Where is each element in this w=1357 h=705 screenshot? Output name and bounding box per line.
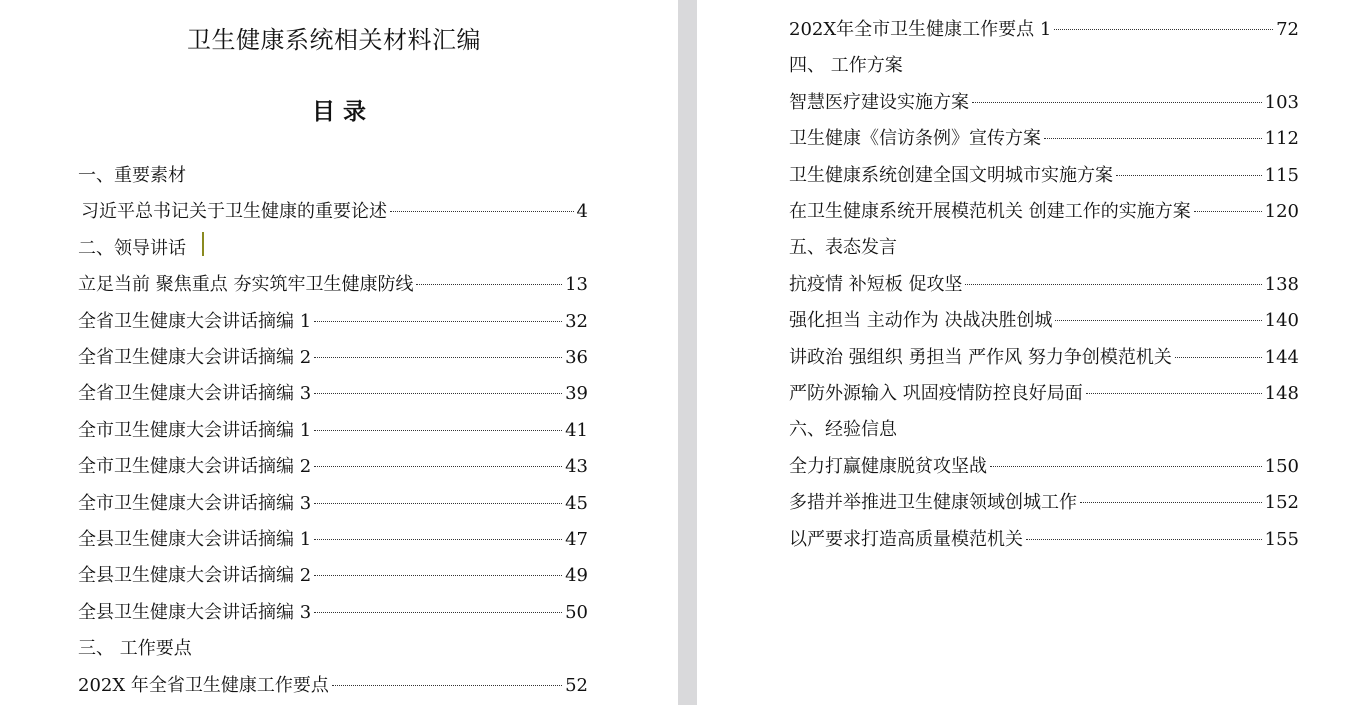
- toc-entry-page: 49: [565, 565, 588, 587]
- toc-leader-dots: [314, 430, 562, 431]
- toc-entry: [789, 309, 1299, 333]
- toc-entry-title: 习近平总书记关于卫生健康的重要论述: [81, 201, 387, 223]
- toc-entry-title: 卫生健康系统创建全国文明城市实施方案: [789, 164, 1113, 186]
- toc-entry-page: 140: [1264, 310, 1299, 332]
- toc-leader-dots: [1054, 29, 1273, 30]
- toc-section-heading: 一、重要素材: [78, 165, 186, 186]
- toc-entry-title: 强化担当 主动作为 决战决胜创城: [789, 310, 1053, 332]
- toc-leader-dots: [1086, 393, 1262, 394]
- toc-entry-page: 155: [1264, 528, 1299, 550]
- toc-entry-page: 148: [1264, 383, 1299, 404]
- toc-section-heading: 二、领导讲话: [78, 237, 186, 259]
- toc-entry-page: 72: [1276, 19, 1299, 40]
- toc-leader-dots: [314, 321, 562, 322]
- toc-entry-page: 112: [1264, 128, 1299, 150]
- toc-entry-page: 4: [576, 201, 588, 223]
- toc-section-heading: 四、 工作方案: [789, 55, 903, 77]
- document-title: 卫生健康系统相关材料汇编: [187, 26, 481, 54]
- toc-entry: [78, 273, 588, 297]
- toc-leader-dots: [1175, 357, 1262, 358]
- toc-entry: [78, 310, 588, 334]
- toc-entry: [78, 419, 588, 443]
- toc-entry-page: 52: [565, 674, 588, 696]
- toc-entry-title: 多措并举推进卫生健康领域创城工作: [789, 492, 1077, 514]
- left-page: [0, 0, 678, 705]
- toc-leader-dots: [1080, 502, 1262, 503]
- toc-entry: [789, 346, 1299, 370]
- toc-entry: [78, 492, 588, 516]
- toc-entry: [789, 273, 1299, 297]
- toc-entry-page: 150: [1264, 455, 1299, 477]
- toc-entry-title: 抗疫情 补短板 促攻坚: [789, 273, 963, 295]
- toc-leader-dots: [1055, 320, 1261, 321]
- toc-entry-title: 全力打赢健康脱贫攻坚战: [789, 455, 987, 477]
- text-cursor: [202, 232, 204, 256]
- toc-title: 目 录: [311, 99, 366, 125]
- toc-leader-dots: [332, 685, 562, 686]
- toc-entry: [78, 601, 588, 625]
- toc-entry-title: 全市卫生健康大会讲话摘编 3: [78, 492, 312, 514]
- toc-entry-page: 144: [1264, 346, 1299, 368]
- toc-leader-dots: [1026, 539, 1262, 540]
- toc-entry-title: 卫生健康《信访条例》宣传方案: [789, 128, 1041, 150]
- toc-entry: [81, 200, 588, 224]
- toc-leader-dots: [314, 612, 562, 613]
- toc-entry: [78, 564, 588, 588]
- toc-entry: [789, 91, 1299, 115]
- toc-entry-title: 202X 年全省卫生健康工作要点: [78, 674, 329, 696]
- toc-leader-dots: [314, 575, 562, 576]
- toc-entry: [78, 455, 588, 479]
- toc-entry: [789, 455, 1299, 479]
- toc-leader-dots: [965, 284, 1261, 285]
- toc-leader-dots: [972, 102, 1262, 103]
- toc-entry-title: 全市卫生健康大会讲话摘编 2: [78, 456, 312, 478]
- toc-entry-title: 全县卫生健康大会讲话摘编 2: [78, 565, 312, 587]
- toc-entry: [789, 491, 1299, 515]
- toc-entry-title: 立足当前 聚焦重点 夯实筑牢卫生健康防线: [78, 274, 414, 296]
- toc-entry-page: 39: [565, 383, 588, 405]
- toc-entry: [789, 18, 1299, 42]
- toc-leader-dots: [990, 466, 1262, 467]
- toc-section-heading: 五、表态发言: [789, 237, 897, 259]
- toc-section-heading: 三、 工作要点: [78, 638, 192, 660]
- toc-leader-dots: [314, 539, 562, 540]
- toc-entry: [78, 674, 588, 698]
- toc-entry-page: 41: [565, 419, 588, 441]
- toc-entry-page: 115: [1264, 164, 1299, 186]
- toc-leader-dots: [314, 466, 562, 467]
- toc-entry-page: 32: [565, 310, 588, 332]
- toc-entry-title: 在卫生健康系统开展模范机关 创建工作的实施方案: [789, 201, 1191, 222]
- toc-entry-title: 智慧医疗建设实施方案: [789, 91, 969, 113]
- toc-entry-page: 103: [1264, 91, 1299, 113]
- toc-entry-page: 50: [565, 601, 588, 623]
- toc-leader-dots: [314, 393, 562, 394]
- toc-entry: [78, 528, 588, 552]
- toc-leader-dots: [1194, 211, 1262, 212]
- toc-entry-page: 36: [565, 347, 588, 368]
- toc-entry-title: 全县卫生健康大会讲话摘编 1: [78, 529, 312, 550]
- toc-leader-dots: [1044, 138, 1262, 139]
- toc-entry-title: 讲政治 强组织 勇担当 严作风 努力争创模范机关: [789, 346, 1172, 368]
- toc-entry-page: 45: [565, 492, 588, 514]
- toc-entry-page: 152: [1264, 492, 1299, 514]
- toc-entry-title: 以严要求打造高质量模范机关: [789, 528, 1023, 550]
- toc-section-heading: 六、经验信息: [789, 419, 897, 441]
- right-page: [697, 0, 1357, 705]
- toc-entry-page: 13: [565, 274, 588, 296]
- toc-entry-title: 202X年全市卫生健康工作要点 1: [789, 19, 1052, 40]
- toc-entry: [78, 382, 588, 406]
- toc-entry-page: 120: [1264, 201, 1299, 222]
- page-gutter: [678, 0, 697, 705]
- toc-entry: [789, 528, 1299, 552]
- toc-entry: [789, 382, 1299, 406]
- toc-entry: [78, 346, 588, 370]
- toc-entry-page: 138: [1264, 273, 1299, 295]
- toc-leader-dots: [314, 357, 562, 358]
- toc-entry-page: 47: [565, 529, 588, 550]
- toc-leader-dots: [1116, 175, 1262, 176]
- toc-entry-title: 全县卫生健康大会讲话摘编 3: [78, 601, 312, 623]
- toc-entry-title: 全省卫生健康大会讲话摘编 2: [78, 347, 312, 368]
- toc-entry: [789, 164, 1299, 188]
- toc-leader-dots: [314, 503, 562, 504]
- toc-entry-title: 全市卫生健康大会讲话摘编 1: [78, 419, 312, 441]
- toc-leader-dots: [390, 211, 574, 212]
- toc-entry-title: 全省卫生健康大会讲话摘编 1: [78, 310, 312, 332]
- toc-entry-title: 严防外源输入 巩固疫情防控良好局面: [789, 383, 1083, 404]
- toc-entry: [789, 127, 1299, 151]
- toc-entry-page: 43: [565, 456, 588, 478]
- toc-entry: [789, 200, 1299, 224]
- toc-leader-dots: [416, 284, 562, 285]
- toc-entry-title: 全省卫生健康大会讲话摘编 3: [78, 383, 312, 405]
